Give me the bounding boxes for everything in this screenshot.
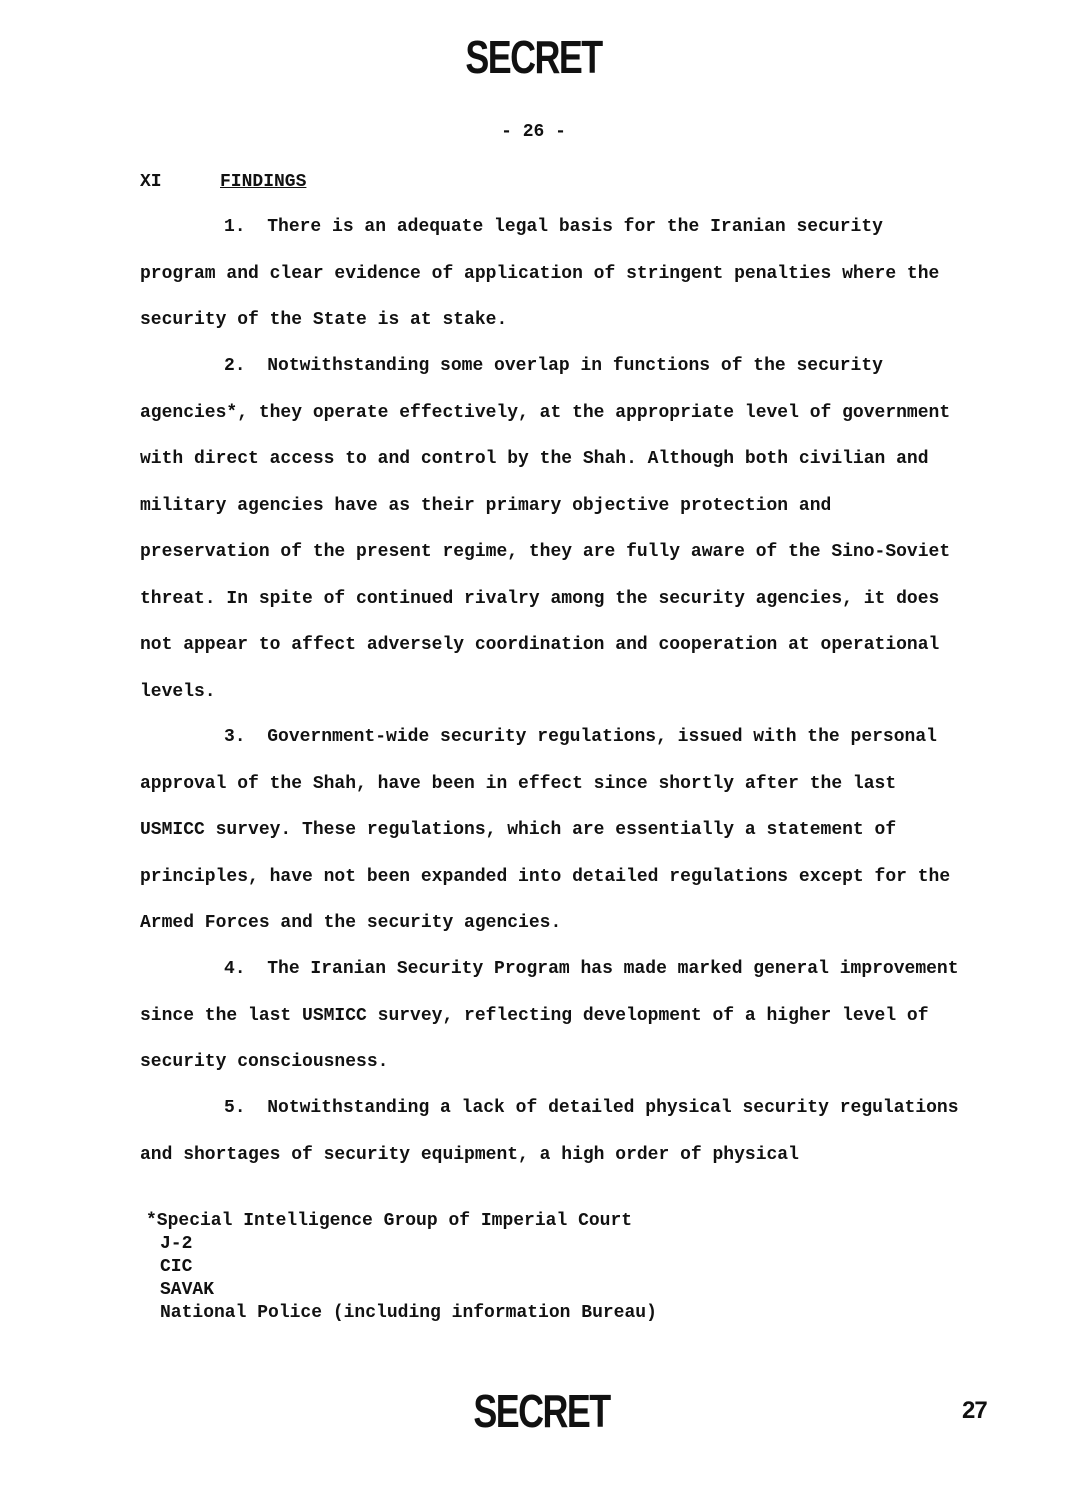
footnote-item-national-police: National Police (including information Bureau)	[160, 1303, 657, 1323]
finding-paragraph-4	[140, 946, 966, 1086]
section-heading	[140, 172, 306, 192]
finding-paragraph-3	[140, 714, 966, 947]
paragraph-number: 1.	[224, 217, 246, 237]
paragraph-number: 4.	[224, 959, 246, 979]
paragraph-number: 2.	[224, 356, 246, 376]
classification-footer: SECRET	[473, 1385, 610, 1437]
footnote-item-j2: J-2	[160, 1234, 193, 1254]
footnote	[146, 1210, 657, 1325]
finding-paragraph-1	[140, 204, 966, 344]
classification-header: SECRET	[465, 31, 602, 83]
section-title: FINDINGS	[220, 172, 307, 192]
paragraph-text: Government-wide security regulations, issued with the personal approval of the Shah, have been in effect since shortly after the last USMICC survey. These regulations, which are essentially a statement of principles, have not been expanded into detailed regulations except for the Armed Forces and the security agencies.	[140, 727, 951, 933]
paragraph-text: There is an adequate legal basis for the Iranian security program and clear evidence of application of stringent penalties where the security of the State is at stake.	[140, 217, 940, 330]
finding-paragraph-2	[140, 343, 966, 715]
paragraph-number: 5.	[224, 1098, 246, 1118]
section-number: XI	[140, 172, 162, 192]
paragraph-text: Notwithstanding a lack of detailed physical security regulations and shortages of security equipment, a high order of physical	[140, 1098, 959, 1165]
footnote-item-cic: CIC	[160, 1257, 193, 1277]
paragraph-text: Notwithstanding some overlap in functions of the security agencies*, they operate effectively, at the appropriate level of government with direct access to and control by the Shah. Although both civilian and military agencies have as their primary objective protection and preservation of the present regime, they are fully aware of the Sino-Soviet threat. In spite of continued rivalry among the security agencies, it does not appear to affect adversely coordination and cooperation at operational levels.	[140, 356, 951, 702]
paragraph-text: The Iranian Security Program has made marked general improvement since the last USMICC survey, reflecting development of a higher level of security consciousness.	[140, 959, 959, 1072]
paragraph-number: 3.	[224, 727, 246, 747]
footnote-item-savak: SAVAK	[160, 1280, 215, 1300]
finding-paragraph-5	[140, 1085, 966, 1178]
page-number: - 26 -	[501, 122, 566, 142]
sheet-number: 27	[962, 1397, 987, 1424]
footnote-title: *Special Intelligence Group of Imperial Court	[146, 1211, 633, 1231]
